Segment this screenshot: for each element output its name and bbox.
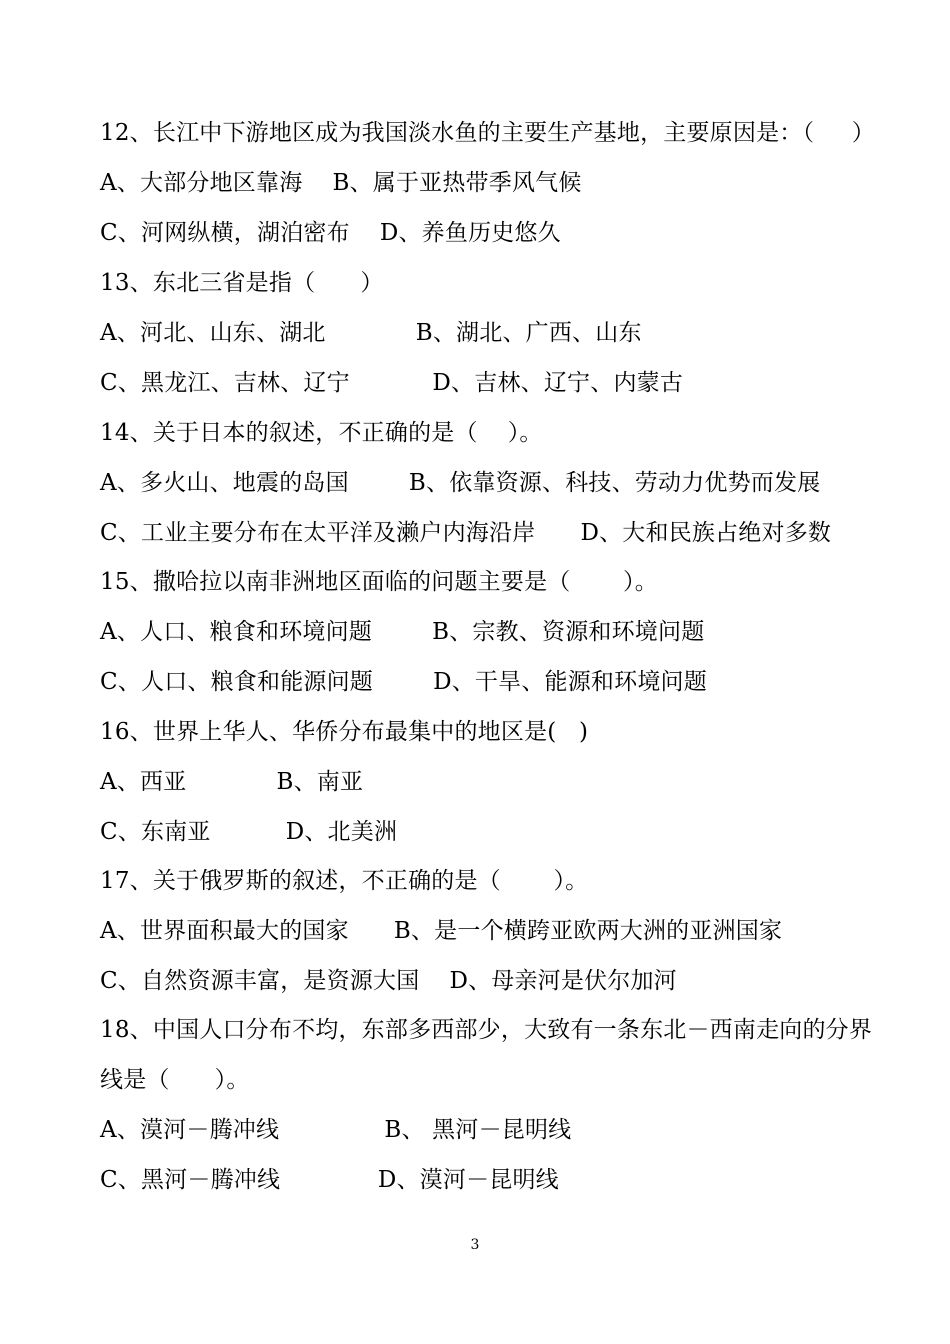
question-18-options-cd: C、黑河－腾冲线 D、漠河－昆明线 <box>100 1167 559 1193</box>
question-15-options-ab: A、人口、粮食和环境问题 B、宗教、资源和环境问题 <box>100 619 705 645</box>
question-12-options-ab: A、大部分地区靠海 B、属于亚热带季风气候 <box>100 170 582 196</box>
question-14-options-ab: A、多火山、地震的岛国 B、依靠资源、科技、劳动力优势而发展 <box>100 470 821 496</box>
question-17-options-cd: C、自然资源丰富，是资源大国 D、母亲河是伏尔加河 <box>100 968 677 994</box>
question-18-stem: 18、中国人口分布不均，东部多西部少，大致有一条东北－西南走向的分界 <box>100 1017 873 1043</box>
question-17-options-ab: A、世界面积最大的国家 B、是一个横跨亚欧两大洲的亚洲国家 <box>100 918 783 944</box>
question-12-stem: 12、长江中下游地区成为我国淡水鱼的主要生产基地，主要原因是：（ ） <box>100 120 875 146</box>
question-15-options-cd: C、人口、粮食和能源问题 D、干旱、能源和环境问题 <box>100 669 707 695</box>
question-13-options-ab: A、河北、山东、湖北 B、湖北、广西、山东 <box>100 320 642 346</box>
question-14-options-cd: C、工业主要分布在太平洋及濑户内海沿岸 D、大和民族占绝对多数 <box>100 520 832 546</box>
question-15-stem: 15、撒哈拉以南非洲地区面临的问题主要是（ ）。 <box>100 569 658 595</box>
question-16-options-ab: A、西亚 B、南亚 <box>100 769 364 795</box>
page-number: 3 <box>470 1237 480 1253</box>
question-16-options-cd: C、东南亚 D、北美洲 <box>100 819 398 845</box>
question-13-stem: 13、东北三省是指（ ） <box>100 270 384 296</box>
question-18-stem-continued: 线是（ ）。 <box>100 1067 250 1093</box>
question-18-options-ab: A、漠河－腾冲线 B、 黑河－昆明线 <box>100 1117 572 1143</box>
question-14-stem: 14、关于日本的叙述，不正确的是（ ）。 <box>100 420 543 446</box>
question-17-stem: 17、关于俄罗斯的叙述，不正确的是（ ）。 <box>100 868 589 894</box>
question-12-options-cd: C、河网纵横，湖泊密布 D、养鱼历史悠久 <box>100 220 561 246</box>
question-13-options-cd: C、黑龙江、吉林、辽宁 D、吉林、辽宁、内蒙古 <box>100 370 684 396</box>
question-16-stem: 16、世界上华人、华侨分布最集中的地区是( ) <box>100 719 589 745</box>
